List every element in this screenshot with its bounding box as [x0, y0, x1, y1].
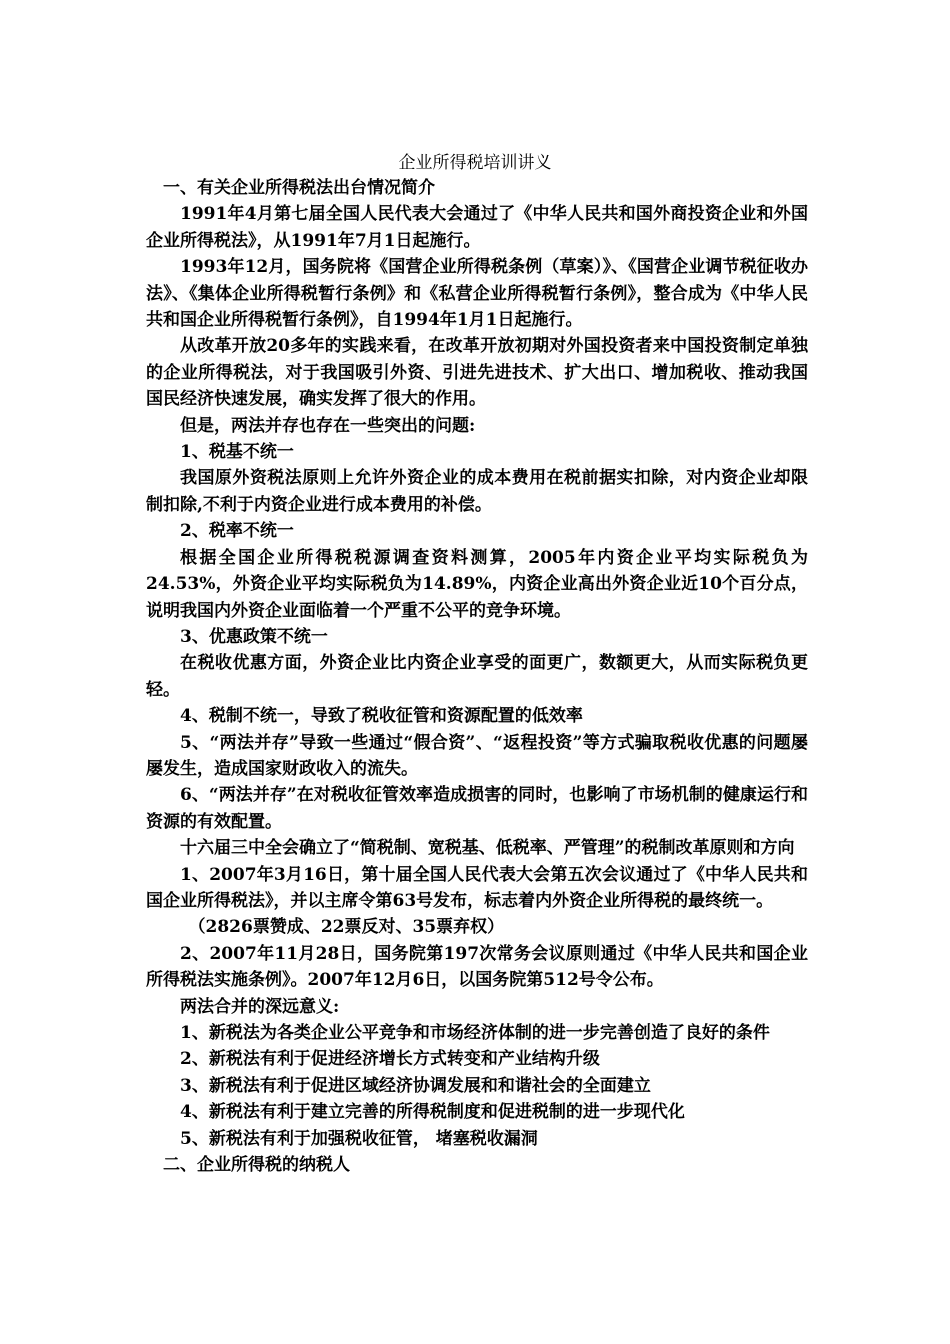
- list-item: 5、“两法并存”导致一些通过“假合资”、“返程投资”等方式骗取税收优惠的问题屡屡发生，造成国家财政收入的流失。: [146, 732, 808, 779]
- paragraph: 我国原外资税法原则上允许外资企业的成本费用在税前据实扣除，对内资企业却限制扣除,不利于内资企业进行成本费用的补偿。: [146, 468, 808, 515]
- list-item: 4、新税法有利于建立完善的所得税制度和促进税制的进一步现代化: [180, 1102, 685, 1123]
- paragraph: 根据全国企业所得税税源调查资料测算，2005年内资企业平均实际税负为24.53%，外资企业平均实际税负为14.89%，内资企业高出外资企业近10个百分点，说明我国内外资企业面临着一个严重不公平的竞争环境。: [146, 547, 808, 621]
- list-item: 1、新税法为各类企业公平竞争和市场经济体制的进一步完善创造了良好的条件: [180, 1023, 770, 1043]
- list-item: 3、新税法有利于促进区域经济协调发展和和谐社会的全面建立: [180, 1075, 651, 1096]
- paragraph: 1991年4月第七届全国人民代表大会通过了《中华人民共和国外商投资企业和外国企业所得税法》，从1991年7月1日起施行。: [146, 204, 808, 251]
- list-item: 1、2007年3月16日，第十届全国人民代表大会第五次会议通过了《中华人民共和国企业所得税法》，并以主席令第63号发布，标志着内外资企业所得税的最终统一。: [146, 864, 808, 911]
- list-item: 2、税率不统一: [180, 521, 294, 542]
- list-item: 5、新税法有利于加强税收征管， 堵塞税收漏洞: [180, 1128, 538, 1149]
- vote-note: （2826票赞成、22票反对、35票弃权）: [188, 917, 505, 938]
- paragraph: 但是，两法并存也存在一些突出的问题:: [180, 415, 476, 436]
- list-item: 3、优惠政策不统一: [180, 626, 328, 647]
- document-title: 企业所得税培训讲义: [398, 153, 552, 173]
- list-item: 2、新税法有利于促进经济增长方式转变和产业结构升级: [180, 1049, 600, 1070]
- paragraph: 十六届三中全会确立了“简税制、宽税基、低税率、严管理”的税制改革原则和方向: [180, 838, 795, 859]
- document-body: [146, 175, 808, 1178]
- list-item: 2、2007年11月28日，国务院第197次常务会议原则通过《中华人民共和国企业所得税法实施条例》。2007年12月6日，以国务院第512号令公布。: [146, 943, 808, 991]
- section-heading: 二、企业所得税的纳税人: [163, 1155, 350, 1176]
- section-heading: 一、有关企业所得税法出台情况简介: [163, 178, 435, 198]
- paragraph: 1993年12月，国务院将《国营企业所得税条例（草案）》、《国营企业调节税征收办法》、《集体企业所得税暂行条例》和《私营企业所得税暂行条例》，整合成为《中华人民共和国企业所得税暂行条例》，自1994年1月1日起施行。: [146, 257, 808, 331]
- list-item: 6、“两法并存”在对税收征管效率造成损害的同时，也影响了市场机制的健康运行和资源的有效配置。: [146, 785, 808, 832]
- paragraph: 在税收优惠方面，外资企业比内资企业享受的面更广，数额更大，从而实际税负更轻。: [146, 653, 808, 700]
- list-item: 1、税基不统一: [180, 442, 294, 463]
- list-item: 4、税制不统一，导致了税收征管和资源配置的低效率: [180, 706, 583, 727]
- paragraph: 两法合并的深远意义:: [180, 996, 340, 1017]
- paragraph: 从改革开放20多年的实践来看，在改革开放初期对外国投资者来中国投资制定单独的企业所得税法，对于我国吸引外资、引进先进技术、扩大出口、增加税收、推动我国国民经济快速发展，确实发挥了很大的作用。: [146, 336, 808, 410]
